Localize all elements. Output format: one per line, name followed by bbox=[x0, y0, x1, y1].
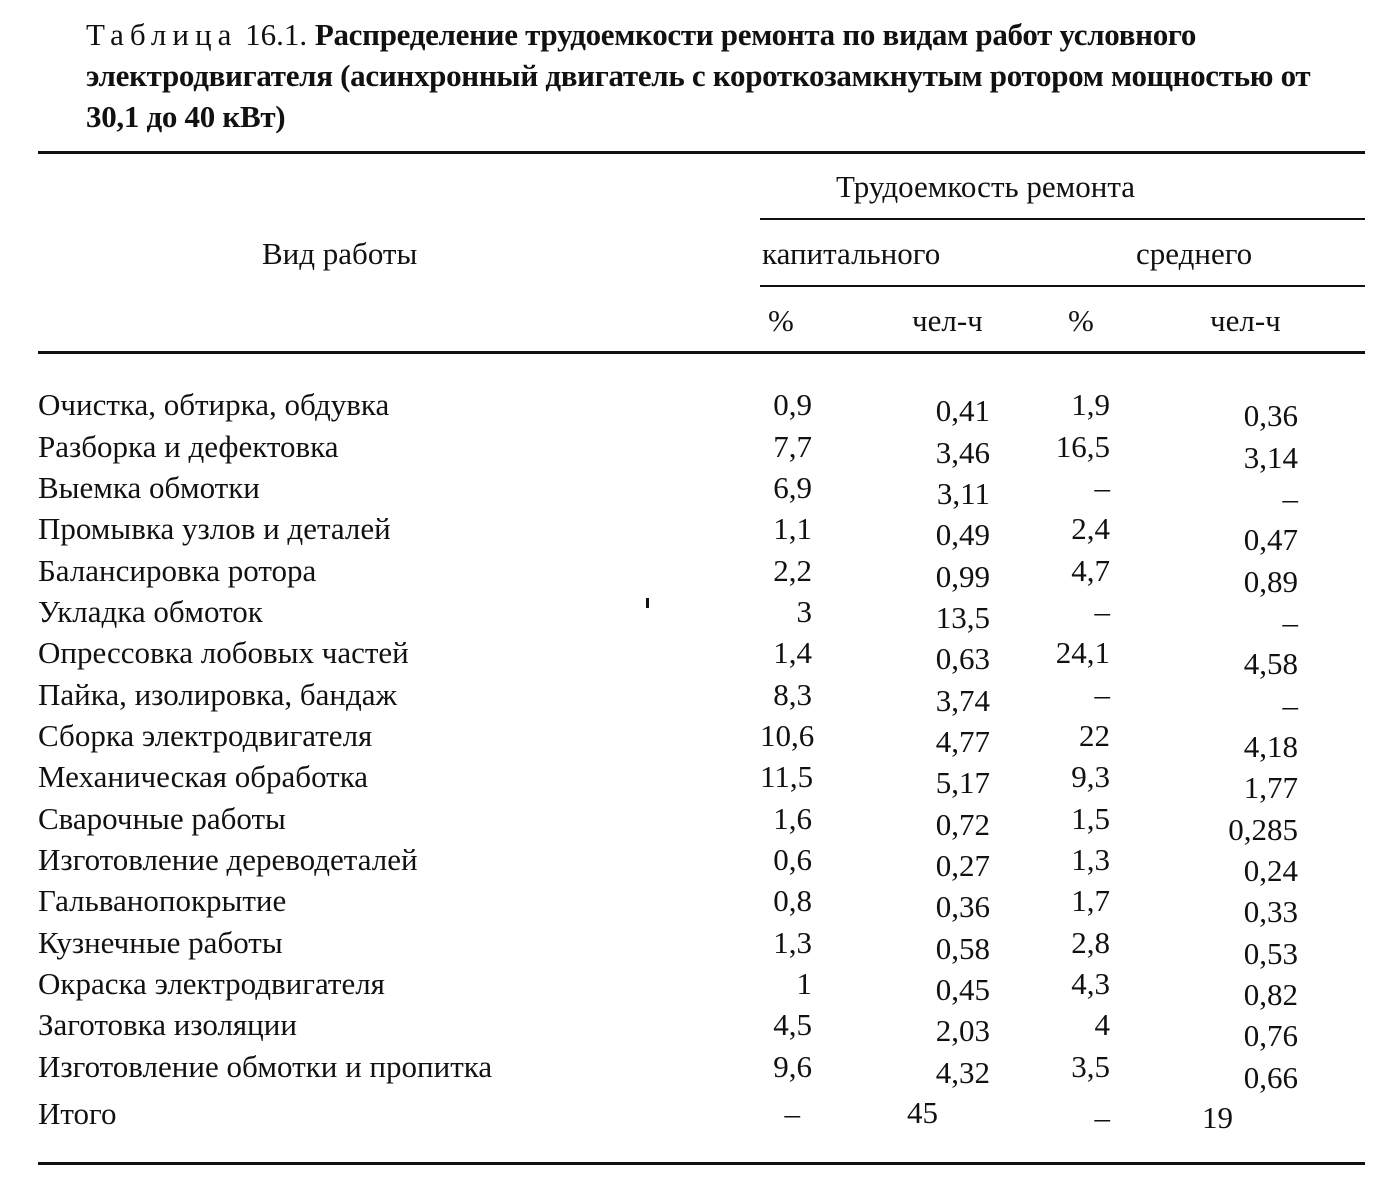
caption-label: Таблица bbox=[86, 17, 238, 52]
cell-capital-manhours: 0,36 bbox=[935, 889, 990, 924]
cell-work: Изготовление обмотки и пропитка bbox=[38, 1049, 493, 1084]
cell-work: Балансировка ротора bbox=[38, 553, 317, 588]
cell-capital-percent: 0,9 bbox=[773, 387, 812, 422]
cell-medium-manhours: 0,33 bbox=[1243, 894, 1298, 929]
cell-capital-percent: 1,4 bbox=[773, 635, 812, 670]
header-work-type: Вид работы bbox=[262, 236, 418, 271]
cell-work: Опрессовка лобовых частей bbox=[38, 635, 409, 670]
cell-capital-percent: 3 bbox=[796, 594, 812, 629]
caption-text: Распределение трудоемкости ремонта по видам работ условного электродвигателя (асинхронный двигатель с короткозамкнутым ротором мощностью от 30,1 до 40 кВт) bbox=[86, 17, 1311, 134]
cell-medium-percent: 24,1 bbox=[1055, 635, 1110, 670]
cell-work: Промывка узлов и деталей bbox=[38, 511, 391, 546]
table-caption bbox=[86, 14, 1346, 137]
cell-capital-percent: 9,6 bbox=[773, 1049, 812, 1084]
cell-capital-percent: 8,3 bbox=[773, 677, 812, 712]
cell-capital-manhours: 0,63 bbox=[935, 641, 990, 676]
cell-medium-manhours: 0,47 bbox=[1243, 522, 1298, 557]
cell-capital-manhours: 0,27 bbox=[935, 848, 990, 883]
cell-capital-manhours: 0,45 bbox=[935, 972, 990, 1007]
cell-work: Кузнечные работы bbox=[38, 925, 283, 960]
header-medium-manhours: чел-ч bbox=[1210, 303, 1281, 338]
cell-capital-percent: 7,7 bbox=[773, 429, 812, 464]
cell-medium-manhours: – bbox=[1282, 481, 1298, 516]
cell-medium-percent: – bbox=[1094, 677, 1110, 712]
cell-medium-percent: 9,3 bbox=[1071, 759, 1110, 794]
cell-medium-manhours: – bbox=[1282, 688, 1298, 723]
cell-work: Заготовка изоляции bbox=[38, 1007, 297, 1042]
cell-capital-manhours: 0,49 bbox=[935, 517, 990, 552]
caption-number: 16.1. bbox=[245, 17, 308, 52]
stray-mark bbox=[646, 598, 649, 608]
cell-medium-manhours: 0,24 bbox=[1243, 853, 1298, 888]
cell-medium-manhours: 0,76 bbox=[1243, 1018, 1298, 1053]
header-capital: капитального bbox=[762, 236, 941, 271]
cell-work: Сварочные работы bbox=[38, 801, 286, 836]
cell-medium-manhours: – bbox=[1282, 605, 1298, 640]
cell-work: Выемка обмотки bbox=[38, 470, 260, 505]
cell-capital-percent: 1,1 bbox=[773, 511, 812, 546]
cell-work: Разборка и дефектовка bbox=[38, 429, 339, 464]
bottom-rule bbox=[38, 1162, 1365, 1165]
group-rule bbox=[760, 218, 1365, 220]
cell-work: Механическая обработка bbox=[38, 759, 369, 794]
cell-medium-manhours: 0,285 bbox=[1228, 812, 1298, 847]
cell-medium-percent: 4,7 bbox=[1071, 553, 1110, 588]
cell-medium-percent: 2,8 bbox=[1071, 925, 1110, 960]
cell-capital-percent: 2,2 bbox=[773, 553, 812, 588]
header-medium: среднего bbox=[1136, 236, 1253, 271]
cell-work: Окраска электродвигателя bbox=[38, 966, 385, 1001]
cell-capital-percent: 1,3 bbox=[773, 925, 812, 960]
subgroup-rule bbox=[760, 285, 1365, 287]
cell-medium-percent: 4,3 bbox=[1071, 966, 1110, 1001]
top-rule bbox=[38, 151, 1365, 154]
cell-capital-percent: 0,8 bbox=[773, 883, 812, 918]
cell-medium-manhours: 3,14 bbox=[1243, 440, 1298, 475]
cell-work: Гальванопокрытие bbox=[38, 883, 287, 918]
cell-medium-manhours: 4,58 bbox=[1243, 646, 1298, 681]
cell-medium-percent: – bbox=[1094, 470, 1110, 505]
cell-medium-manhours: 0,53 bbox=[1243, 936, 1298, 971]
cell-medium-percent: 22 bbox=[1079, 718, 1110, 753]
cell-capital-manhours: 3,74 bbox=[935, 683, 990, 718]
header-capital-percent: % bbox=[768, 303, 794, 338]
cell-capital-manhours: 13,5 bbox=[935, 600, 990, 635]
cell-capital-percent: 0,6 bbox=[773, 842, 812, 877]
cell-medium-percent: 3,5 bbox=[1071, 1049, 1110, 1084]
cell-work: Очистка, обтирка, обдувка bbox=[38, 387, 390, 422]
cell-capital-manhours: 0,99 bbox=[935, 559, 990, 594]
cell-capital-manhours: 5,17 bbox=[935, 765, 990, 800]
cell-capital-manhours: 4,77 bbox=[935, 724, 990, 759]
cell-work: Пайка, изолировка, бандаж bbox=[38, 677, 397, 712]
cell-capital-manhours: 4,32 bbox=[935, 1055, 990, 1090]
cell-capital-manhours: 45 bbox=[907, 1095, 938, 1130]
header-group: Трудоемкость ремонта bbox=[836, 169, 1136, 204]
cell-capital-manhours: 3,11 bbox=[936, 476, 990, 511]
cell-capital-percent: 6,9 bbox=[773, 470, 812, 505]
cell-capital-manhours: 2,03 bbox=[935, 1013, 990, 1048]
cell-capital-manhours: 0,41 bbox=[935, 393, 990, 428]
cell-work: Сборка электродвигателя bbox=[38, 718, 373, 753]
cell-capital-manhours: 3,46 bbox=[935, 435, 990, 470]
cell-medium-manhours: 0,82 bbox=[1243, 977, 1298, 1012]
cell-capital-percent: 10,6 bbox=[760, 718, 815, 753]
header-capital-manhours: чел-ч bbox=[912, 303, 983, 338]
cell-medium-percent: 1,9 bbox=[1071, 387, 1110, 422]
cell-work: Изготовление дереводеталей bbox=[38, 842, 418, 877]
cell-medium-manhours: 0,36 bbox=[1243, 398, 1298, 433]
cell-medium-manhours: 0,89 bbox=[1243, 564, 1298, 599]
cell-capital-percent: 1 bbox=[796, 966, 812, 1001]
cell-medium-percent: – bbox=[1094, 594, 1110, 629]
cell-medium-percent: 4 bbox=[1094, 1007, 1110, 1042]
cell-medium-percent: 1,5 bbox=[1071, 801, 1110, 836]
cell-capital-manhours: 0,72 bbox=[935, 807, 990, 842]
cell-work: Итого bbox=[38, 1096, 117, 1131]
cell-medium-manhours: 4,18 bbox=[1243, 729, 1298, 764]
header-bottom-rule bbox=[38, 351, 1365, 354]
cell-capital-manhours: 0,58 bbox=[935, 931, 990, 966]
cell-medium-percent: 2,4 bbox=[1071, 511, 1110, 546]
cell-medium-manhours: 1,77 bbox=[1243, 770, 1298, 805]
cell-medium-percent: 1,7 bbox=[1071, 883, 1110, 918]
cell-capital-percent: 4,5 bbox=[773, 1007, 812, 1042]
cell-medium-percent: – bbox=[1094, 1100, 1110, 1135]
cell-medium-percent: 1,3 bbox=[1071, 842, 1110, 877]
cell-medium-manhours: 19 bbox=[1202, 1100, 1233, 1135]
header-medium-percent: % bbox=[1068, 303, 1094, 338]
cell-medium-percent: 16,5 bbox=[1055, 429, 1110, 464]
cell-work: Укладка обмоток bbox=[38, 594, 263, 629]
cell-capital-percent: – bbox=[784, 1096, 800, 1131]
cell-medium-manhours: 0,66 bbox=[1243, 1060, 1298, 1095]
cell-capital-percent: 1,6 bbox=[773, 801, 812, 836]
cell-capital-percent: 11,5 bbox=[760, 759, 814, 794]
